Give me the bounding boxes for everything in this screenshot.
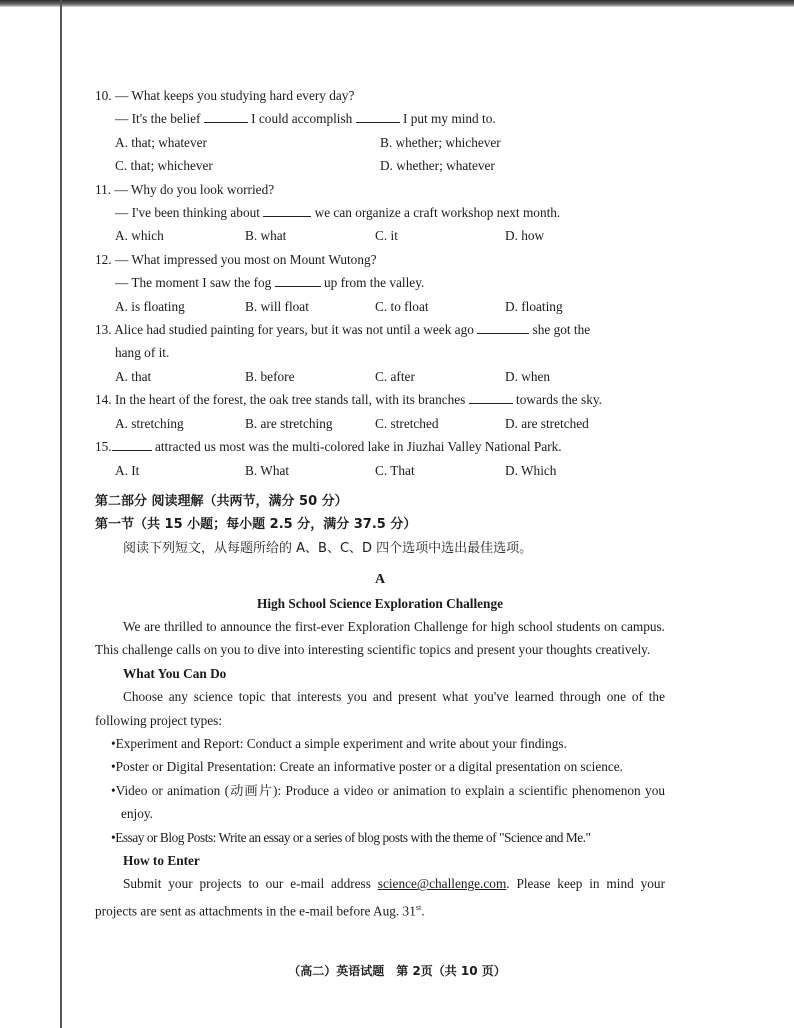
option-d: D. when xyxy=(505,368,551,384)
how-to-enter-part: Submit your projects to our e-mail address xyxy=(123,876,371,892)
answer-blank xyxy=(275,273,321,287)
how-to-enter-part: . xyxy=(421,903,425,919)
question-14 xyxy=(95,388,665,435)
question-10 xyxy=(95,84,665,178)
question-prompt: — What keeps you studying hard every day? xyxy=(114,88,355,103)
option-b: B. will float xyxy=(245,298,309,314)
reply-text: — The moment I saw the fog xyxy=(115,275,272,291)
part-heading: 第二部分 阅读理解（共两节，满分 50 分） xyxy=(95,493,348,509)
project-type-item: •Essay or Blog Posts: Write an essay or a series of blog posts with the theme of "Science and Me." xyxy=(111,829,591,845)
answer-blank xyxy=(204,109,248,123)
question-prompt: — What impressed you most on Mount Wutong? xyxy=(114,251,377,267)
project-type-item: •Poster or Digital Presentation: Create an informative poster or a digital presentation on science. xyxy=(111,759,624,775)
option-a: A. is floating xyxy=(115,298,185,314)
answer-blank xyxy=(477,320,529,334)
option-c: C. to float xyxy=(375,298,429,314)
passage-letter: A xyxy=(374,572,386,588)
reply-text: I could accomplish xyxy=(251,111,353,127)
question-text: In the heart of the forest, the oak tree stands tall, with its branches xyxy=(114,392,466,408)
reply-text: we can organize a craft workshop next month. xyxy=(314,205,561,221)
option-c: C. that; whichever xyxy=(115,158,213,174)
question-number: 11. xyxy=(95,181,112,197)
option-a: A. It xyxy=(115,462,140,478)
question-number: 15. xyxy=(95,439,112,455)
option-c: C. it xyxy=(375,228,398,244)
project-type-item: •Experiment and Report: Conduct a simple experiment and write about your findings. xyxy=(111,735,567,751)
option-d: D. how xyxy=(505,228,545,244)
question-13 xyxy=(95,318,665,388)
question-number: 14. xyxy=(95,392,112,408)
question-text: Alice had studied painting for years, but it was not until a week ago xyxy=(114,322,474,338)
reply-text: up from the valley. xyxy=(324,275,425,291)
option-d: D. Which xyxy=(505,462,557,478)
question-text: towards the sky. xyxy=(516,392,602,408)
project-type-item: •Video or animation (动画片): Produce a video or animation to explain a scientific phenomenon you enjoy. xyxy=(111,782,665,822)
option-a: A. stretching xyxy=(115,415,184,431)
how-to-enter-text xyxy=(95,872,665,922)
reply-text: — It's the belief xyxy=(115,111,201,127)
what-you-can-do-text: Choose any science topic that interests you and present what you've learned through one of the following project types: xyxy=(95,689,665,728)
answer-blank xyxy=(469,390,513,404)
question-12 xyxy=(95,248,665,318)
reply-text: — I've been thinking about xyxy=(115,205,260,221)
option-d: D. whether; whatever xyxy=(380,158,495,174)
page-footer: （高二）英语试题 第 2页（共 10 页） xyxy=(288,964,506,978)
question-11 xyxy=(95,178,665,248)
answer-blank xyxy=(112,437,152,451)
option-a: A. that xyxy=(115,368,152,384)
passage-intro: We are thrilled to announce the first-ever Exploration Challenge for high school students on campus. This challenge calls on you to dive into interesting scientific topics and present your thoughts creatively. xyxy=(95,618,665,658)
option-b: B. What xyxy=(245,462,290,478)
option-a: A. that; whatever xyxy=(115,134,207,150)
scan-edge-left xyxy=(60,0,62,1028)
option-b: B. before xyxy=(245,368,295,384)
instruction-text: 阅读下列短文，从每题所给的 A、B、C、D 四个选项中选出最佳选项。 xyxy=(123,540,533,556)
option-b: B. are stretching xyxy=(245,415,333,431)
question-number: 10. xyxy=(95,88,112,103)
option-c: C. after xyxy=(375,368,415,384)
question-text: she got the xyxy=(532,322,591,338)
option-a: A. which xyxy=(115,228,164,244)
question-text: hang of it. xyxy=(115,345,170,361)
option-d: D. are stretched xyxy=(505,415,589,431)
answer-blank xyxy=(263,203,311,217)
exam-page xyxy=(95,84,665,923)
what-you-can-do-heading: What You Can Do xyxy=(123,665,227,681)
question-prompt: — Why do you look worried? xyxy=(114,181,275,197)
scan-edge-top xyxy=(0,0,794,7)
question-number: 12. xyxy=(95,251,112,267)
option-b: B. what xyxy=(245,228,287,244)
email-address-link[interactable]: science@challenge.com xyxy=(377,876,507,892)
option-c: C. stretched xyxy=(375,415,439,431)
option-c: C. That xyxy=(375,462,415,478)
question-number: 13. xyxy=(95,322,112,338)
question-15 xyxy=(95,435,665,482)
passage-title: High School Science Exploration Challenge xyxy=(256,595,503,611)
option-d: D. floating xyxy=(505,298,563,314)
answer-blank xyxy=(356,109,400,123)
how-to-enter-part: . Please keep in mind your projects are sent as attachments in the e-mail before Aug. 31 xyxy=(95,876,665,919)
reply-text: I put my mind to. xyxy=(402,111,496,127)
question-text: attracted us most was the multi-colored lake in Jiuzhai Valley National Park. xyxy=(154,439,562,455)
ordinal-suffix: st xyxy=(415,902,422,912)
how-to-enter-heading: How to Enter xyxy=(123,853,200,868)
section-heading: 第一节（共 15 小题；每小题 2.5 分，满分 37.5 分） xyxy=(95,517,417,533)
option-b: B. whether; whichever xyxy=(380,134,501,150)
